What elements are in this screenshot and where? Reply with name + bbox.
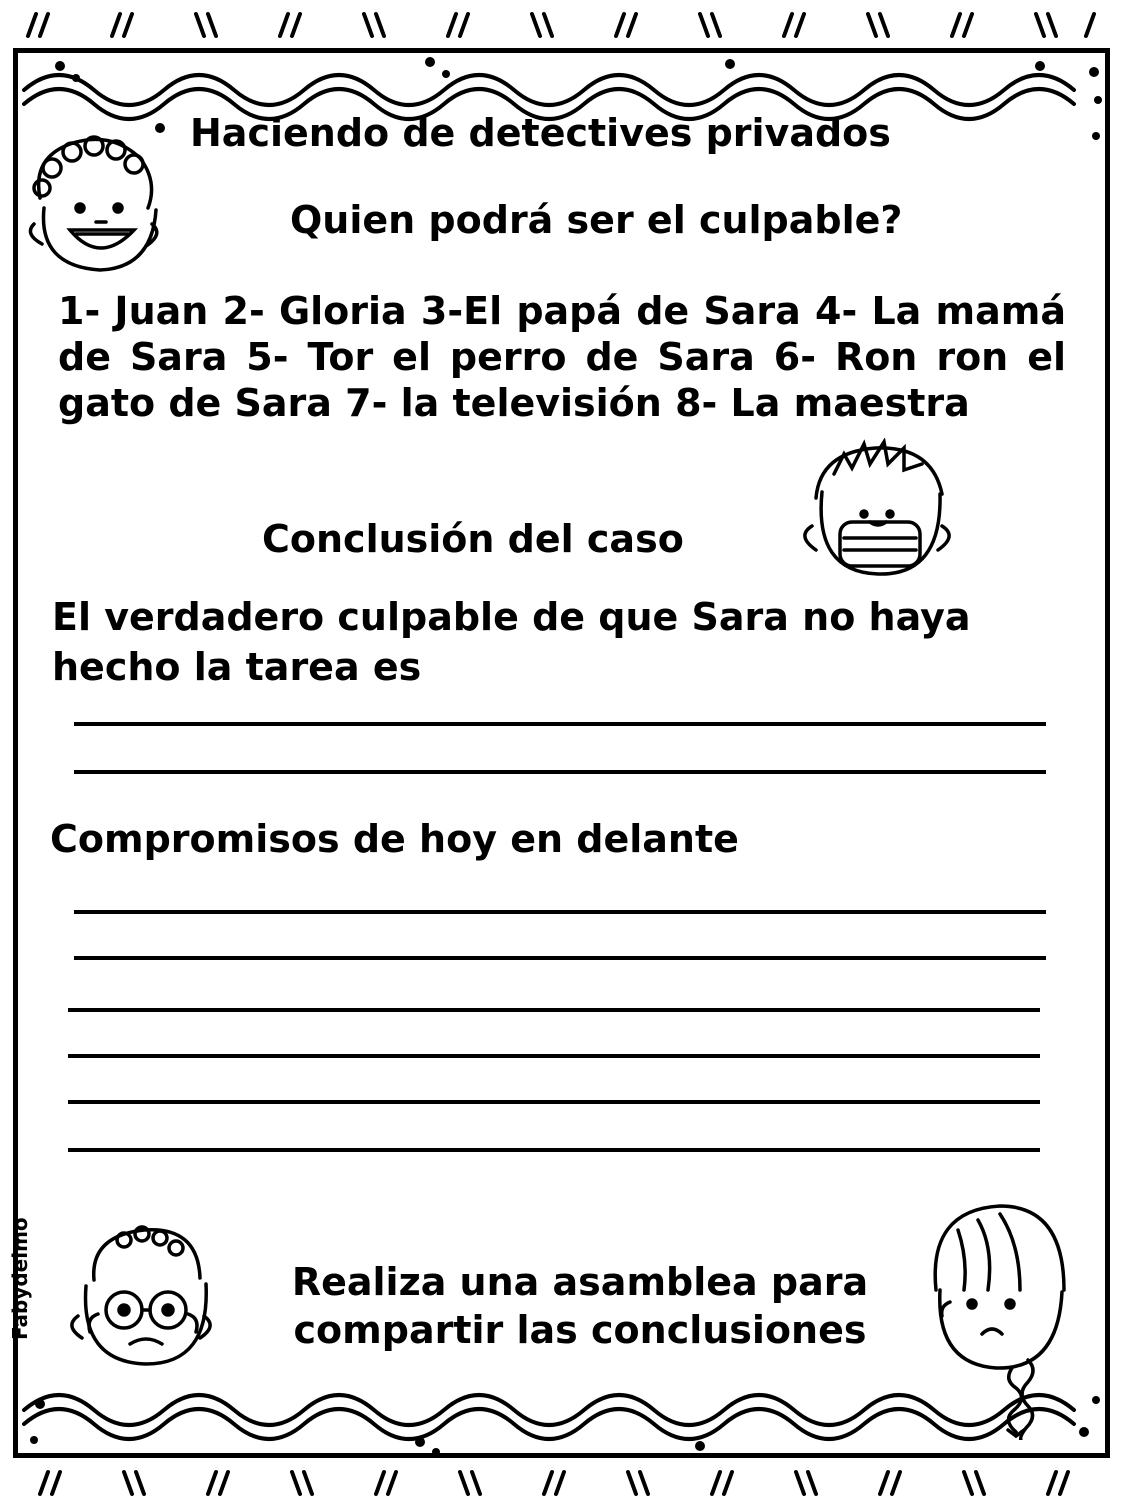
assembly-line-1: Realiza una asamblea para [291,1260,869,1304]
answer-line[interactable] [74,910,1046,914]
answer-line[interactable] [68,1100,1040,1104]
answer-line[interactable] [74,770,1046,774]
answer-line[interactable] [68,1054,1040,1058]
answer-line[interactable] [68,1148,1040,1152]
braid-girl-face-icon [918,1200,1068,1440]
worksheet-title: Haciendo de detectives privados [190,111,891,155]
answer-line[interactable] [74,722,1046,726]
suspects-list: 1- Juan 2- Gloria 3-El papá de Sara 4- La mamá de Sara 5- Tor el perro de Sara 6- Ron ron el gato de Sara 7- la televisión 8- La maestra [58,289,1066,425]
assembly-line-2: compartir las conclusiones [293,1308,867,1352]
question-text: Quien podrá ser el culpable? [290,198,903,242]
glasses-boy-face-icon [64,1220,224,1370]
culprit-prompt: El verdadero culpable de que Sara no haya hecho la tarea es [52,595,971,689]
bottom-hash-marks [40,1472,1068,1494]
commitments-heading: Compromisos de hoy en delante [50,817,739,861]
spiky-hair-boy-face-icon [794,438,962,584]
author-credit: Fabydelmo [8,1217,32,1340]
answer-line[interactable] [68,1008,1040,1012]
conclusion-heading: Conclusión del caso [262,517,684,561]
top-hash-marks [28,14,1094,36]
answer-line[interactable] [74,956,1046,960]
curly-hair-girl-face-icon [22,128,162,278]
assembly-instruction [230,1258,930,1354]
